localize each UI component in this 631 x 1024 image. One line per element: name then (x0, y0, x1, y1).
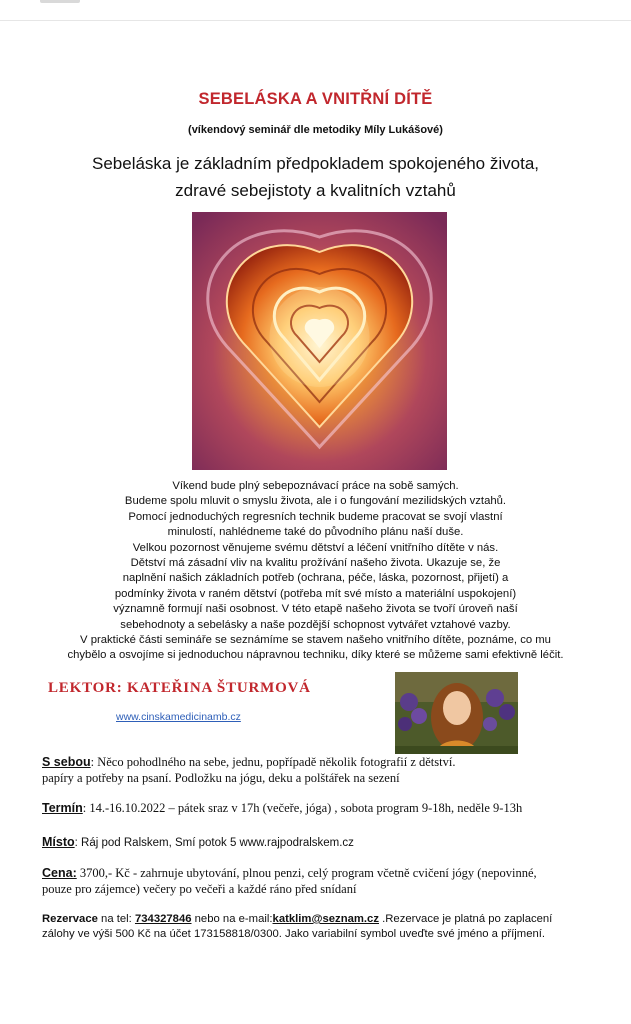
price-line-2: pouze pro zájemce) večery po večeři a každé ráno před snídaní (42, 882, 357, 896)
lecturer-heading: LEKTOR: KATEŘINA ŠTURMOVÁ (48, 680, 311, 696)
browser-top-bar (0, 0, 631, 21)
description-line: minulostí, nahlédneme také do původního plánu naší duše. (167, 526, 464, 539)
lecturer-photo (395, 672, 518, 754)
page-title: SEBELÁSKA A VNITŘNÍ DÍTĚ (198, 90, 433, 108)
bring-label: S sebou (42, 755, 91, 769)
lecturer-website-link[interactable]: www.cinskamedicinamb.cz (116, 711, 241, 723)
description-line: chybělo a osvojíme si jednoduchou nápravnou techniku, díky které se můžeme sami efektivně léčit. (67, 649, 564, 662)
description-line: Dětství má zásadní vliv na kvalitu prožívání našeho života. Ukazuje se, že (130, 557, 501, 570)
subtitle: (víkendový seminář dle metodiky Míly Lukášové) (188, 124, 443, 136)
description-line: významně formují naši osobnost. V této etapě našeho života se tvoří úroveň naší (113, 603, 518, 616)
description-line: sebehodnoty a sebelásky a naše pozdější schopnost vytvářet vztahové vazby. (120, 618, 511, 631)
bring-section (42, 754, 602, 786)
bring-line-1: : Něco pohodlného na sebe, jednu, popřípadě několik fotografií z dětství. (90, 755, 456, 769)
reservation-line-2: zálohy ve výši 500 Kč na účet 173158818/0300. Jako variabilní symbol uveďte své jméno a příjmení. (42, 928, 546, 940)
reservation-section (42, 912, 602, 942)
reservation-pre-phone: na tel: (97, 913, 135, 925)
tab-indicator (40, 0, 80, 3)
reservation-label: Rezervace (42, 913, 98, 925)
price-line-1: 3700,- Kč - zahrnuje ubytování, plnou penzi, celý program včetně cvičení jógy (nepovinné, (76, 866, 537, 880)
date-text: : 14.-16.10.2022 – pátek sraz v 17h (večeře, jóga) , sobota program 9-18h, neděle 9-13h (82, 801, 523, 815)
reservation-mid: nebo na e-mail: (191, 913, 273, 925)
lead-line-1: Sebeláska je základním předpokladem spokojeného života, (92, 154, 539, 173)
description-line: V praktické části semináře se seznámíme se stavem našeho vnitřního dítěte, poznáme, co mu (80, 634, 551, 647)
heart-illustration (192, 212, 447, 470)
price-section (42, 865, 602, 897)
bring-line-2: papíry a potřeby na psaní. Podložku na jógu, deku a polštářek na sezení (42, 771, 400, 785)
place-section (42, 833, 602, 851)
description-line: naplnění našich základních potřeb (ochrana, péče, láska, pozornost, přijetí) a (122, 572, 509, 585)
description-line: Pomocí jednoduchých regresních technik budeme pracovat se svojí vlastní (128, 510, 503, 523)
description-line: podmínky života v raném dětství (potřeba mít své místo a materiální uspokojení) (114, 587, 517, 600)
email-link[interactable]: katklim@seznam.cz (272, 913, 379, 925)
date-section (42, 799, 602, 817)
lead-text (0, 150, 631, 204)
description (20, 479, 611, 664)
reservation-post: .Rezervace je platná po zaplacení (379, 913, 553, 925)
price-label: Cena: (42, 866, 77, 880)
description-line: Budeme spolu mluvit o smyslu života, ale i o fungování mezilidských vztahů. (124, 495, 507, 508)
description-line: Velkou pozornost věnujeme svému dětství a léčení vnitřního dítěte v nás. (132, 541, 499, 554)
lead-line-2: zdravé sebejistoty a kvalitních vztahů (175, 181, 456, 200)
place-text: : Ráj pod Ralskem, Smí potok 5 www.rajpodralskem.cz (74, 837, 354, 849)
phone-number[interactable]: 734327846 (134, 913, 192, 925)
date-label: Termín (42, 801, 83, 815)
place-label: Místo (42, 835, 75, 849)
description-line: Víkend bude plný sebepoznávací práce na sobě samých. (172, 480, 459, 492)
